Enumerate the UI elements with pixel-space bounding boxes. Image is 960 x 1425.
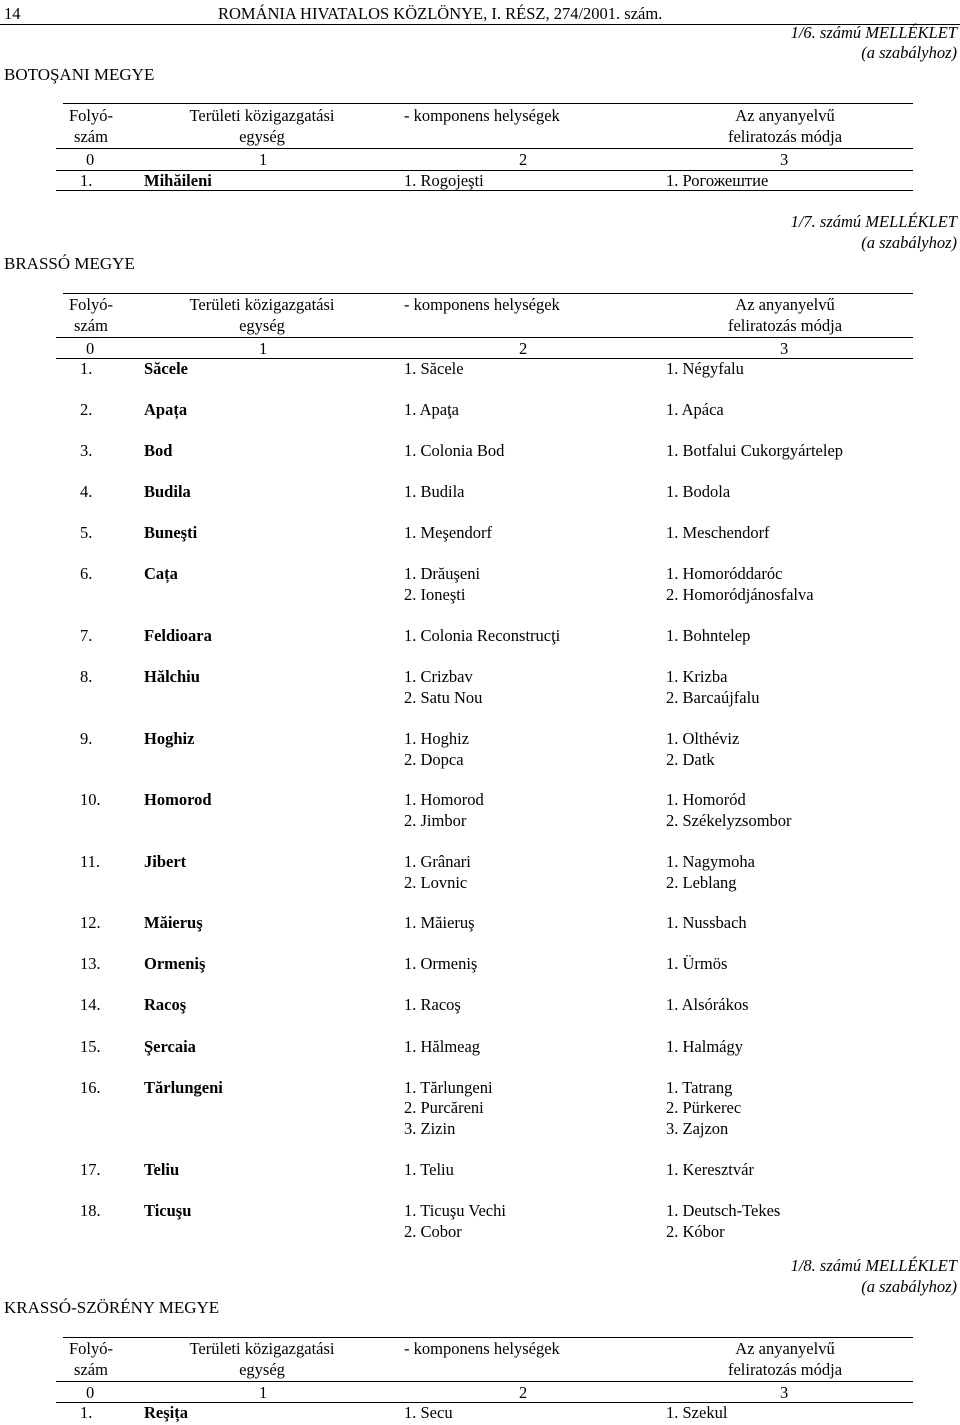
locality-name: 2. Ioneşti [404,585,466,604]
annex-note: (a szabályhoz) [861,233,957,252]
row-number: 14. [80,995,101,1014]
inscription-name: 1. Homoróddaróc [666,564,783,583]
locality-name: 1. Măieruş [404,913,475,932]
locality-name: 2. Lovnic [404,873,468,892]
col-index-2: 2 [519,150,528,169]
row-number: 18. [80,1201,101,1220]
inscription-name: 2. Kóbor [666,1222,725,1241]
locality-name: 1. Secu [404,1403,453,1422]
inscription-name: 2. Barcaújfalu [666,688,760,707]
row-number: 1. [80,171,93,190]
table-bottom-rule [56,190,913,191]
col-index-1: 1 [259,1383,268,1402]
inscription-name: 1. Nussbach [666,913,747,932]
table-top-rule [63,103,913,104]
unit-name: Racoş [144,995,187,1014]
col-index-2: 2 [519,339,528,358]
locality-name: 2. Dopca [404,750,464,769]
col-header-components: - komponens helységek [404,295,560,314]
locality-name: 1. Săcele [404,359,464,378]
row-number: 12. [80,913,101,932]
col-header-unit: Területi közigazgatási egység [189,1339,335,1379]
annex-note: (a szabályhoz) [861,1277,957,1296]
col-index-3: 3 [780,150,789,169]
locality-name: 1. Apaţa [404,400,459,419]
col-header-no: Folyó- szám [68,106,113,146]
page-number: 14 [4,4,21,23]
unit-name: Săcele [144,359,188,378]
row-number: 6. [80,564,93,583]
county-title: BOTOŞANI MEGYE [4,65,155,84]
unit-name: Homorod [144,790,212,809]
row-number: 8. [80,667,93,686]
col-index-0: 0 [86,339,95,358]
row-number: 15. [80,1037,101,1056]
annex-label: 1/7. számú MELLÉKLET [790,212,957,231]
unit-name: Mihăileni [144,171,212,190]
row-number: 7. [80,626,93,645]
col-index-0: 0 [86,1383,95,1402]
header-separator [56,1381,913,1382]
unit-name: Hoghiz [144,729,195,748]
unit-name: Ormeniş [144,954,206,973]
unit-name: Cața [144,564,178,583]
inscription-name: 2. Datk [666,750,715,769]
col-index-3: 3 [780,1383,789,1402]
col-index-1: 1 [259,339,268,358]
row-number: 1. [80,359,93,378]
col-index-0: 0 [86,150,95,169]
unit-name: Jibert [144,852,187,871]
inscription-name: 1. Alsórákos [666,995,749,1014]
locality-name: 1. Colonia Reconstrucţi [404,626,561,645]
inscription-name: 1. Meschendorf [666,523,770,542]
row-number: 5. [80,523,93,542]
inscription-name: 1. Szekul [666,1403,728,1422]
row-number: 13. [80,954,101,973]
annex-label: 1/6. számú MELLÉKLET [790,23,957,42]
locality-name: 1. Rogojeşti [404,171,484,190]
unit-name: Buneşti [144,523,198,542]
inscription-name: 1. Botfalui Cukorgyártelep [666,441,844,460]
locality-name: 2. Satu Nou [404,688,483,707]
county-title: BRASSÓ MEGYE [4,254,135,273]
inscription-name: 1. Krizba [666,667,728,686]
col-index-1: 1 [259,150,268,169]
row-number: 9. [80,729,93,748]
unit-name: Budila [144,482,191,501]
locality-name: 2. Jimbor [404,811,467,830]
locality-name: 1. Racoş [404,995,461,1014]
inscription-name: 1. Bohntelep [666,626,751,645]
unit-name: Şercaia [144,1037,196,1056]
inscription-name: 2. Homoródjánosfalva [666,585,814,604]
row-number: 2. [80,400,93,419]
row-number: 17. [80,1160,101,1179]
unit-name: Hălchiu [144,667,200,686]
inscription-name: 1. Ürmös [666,954,728,973]
header-separator [56,337,913,338]
unit-name: Reşița [144,1403,188,1422]
locality-name: 1. Crizbav [404,667,473,686]
inscription-name: 2. Pürkerec [666,1098,742,1117]
annex-label: 1/8. számú MELLÉKLET [790,1256,957,1275]
header-separator [56,148,913,149]
locality-name: 1. Budila [404,482,465,501]
locality-name: 2. Purcăreni [404,1098,484,1117]
inscription-name: 2. Leblang [666,873,737,892]
inscription-name: 1. Keresztvár [666,1160,754,1179]
locality-name: 2. Cobor [404,1222,462,1241]
inscription-name: 1. Nagymoha [666,852,755,871]
inscription-name: 1. Tatrang [666,1078,733,1097]
table-top-rule [63,293,913,294]
unit-name: Feldioara [144,626,212,645]
locality-name: 1. Colonia Bod [404,441,505,460]
unit-name: Măieruş [144,913,203,932]
publication-title: ROMÁNIA HIVATALOS KÖZLÖNYE, I. RÉSZ, 274/2001. szám. [218,4,663,23]
unit-name: Apața [144,400,188,419]
col-header-mode: Az anyanyelvű feliratozás módja [727,106,843,146]
annex-note: (a szabályhoz) [861,43,957,62]
inscription-name: 1. Halmágy [666,1037,743,1056]
locality-name: 1. Hălmeag [404,1037,481,1056]
inscription-name: 2. Székelyzsombor [666,811,792,830]
row-number: 1. [80,1403,93,1422]
col-header-no: Folyó- szám [68,1339,113,1379]
locality-name: 1. Grânari [404,852,471,871]
col-header-mode: Az anyanyelvű feliratozás módja [727,1339,843,1379]
inscription-name: 1. Рогожештие [666,171,769,190]
row-number: 11. [80,852,101,871]
locality-name: 1. Ticuşu Vechi [404,1201,506,1220]
col-header-unit: Területi közigazgatási egység [189,106,335,146]
inscription-name: 1. Homoród [666,790,746,809]
col-index-2: 2 [519,1383,528,1402]
inscription-name: 1. Olthéviz [666,729,740,748]
locality-name: 1. Homorod [404,790,484,809]
col-header-mode: Az anyanyelvű feliratozás módja [727,295,843,335]
col-header-unit: Területi közigazgatási egység [189,295,335,335]
col-header-no: Folyó- szám [68,295,113,335]
locality-name: 3. Zizin [404,1119,456,1138]
locality-name: 1. Teliu [404,1160,454,1179]
unit-name: Ticuşu [144,1201,192,1220]
col-index-3: 3 [780,339,789,358]
row-number: 16. [80,1078,101,1097]
locality-name: 1. Meşendorf [404,523,492,542]
unit-name: Teliu [144,1160,180,1179]
inscription-name: 3. Zajzon [666,1119,729,1138]
table-top-rule [63,1337,913,1338]
row-number: 4. [80,482,93,501]
inscription-name: 1. Bodola [666,482,731,501]
inscription-name: 1. Négyfalu [666,359,744,378]
county-title: KRASSÓ-SZÖRÉNY MEGYE [4,1298,220,1317]
row-number: 10. [80,790,101,809]
locality-name: 1. Tărlungeni [404,1078,493,1097]
col-header-components: - komponens helységek [404,1339,560,1358]
locality-name: 1. Hoghiz [404,729,470,748]
unit-name: Tărlungeni [144,1078,223,1097]
locality-name: 1. Ormeniş [404,954,478,973]
col-header-components: - komponens helységek [404,106,560,125]
inscription-name: 1. Deutsch-Tekes [666,1201,781,1220]
locality-name: 1. Drăuşeni [404,564,481,583]
inscription-name: 1. Apáca [666,400,724,419]
row-number: 3. [80,441,93,460]
unit-name: Bod [144,441,173,460]
